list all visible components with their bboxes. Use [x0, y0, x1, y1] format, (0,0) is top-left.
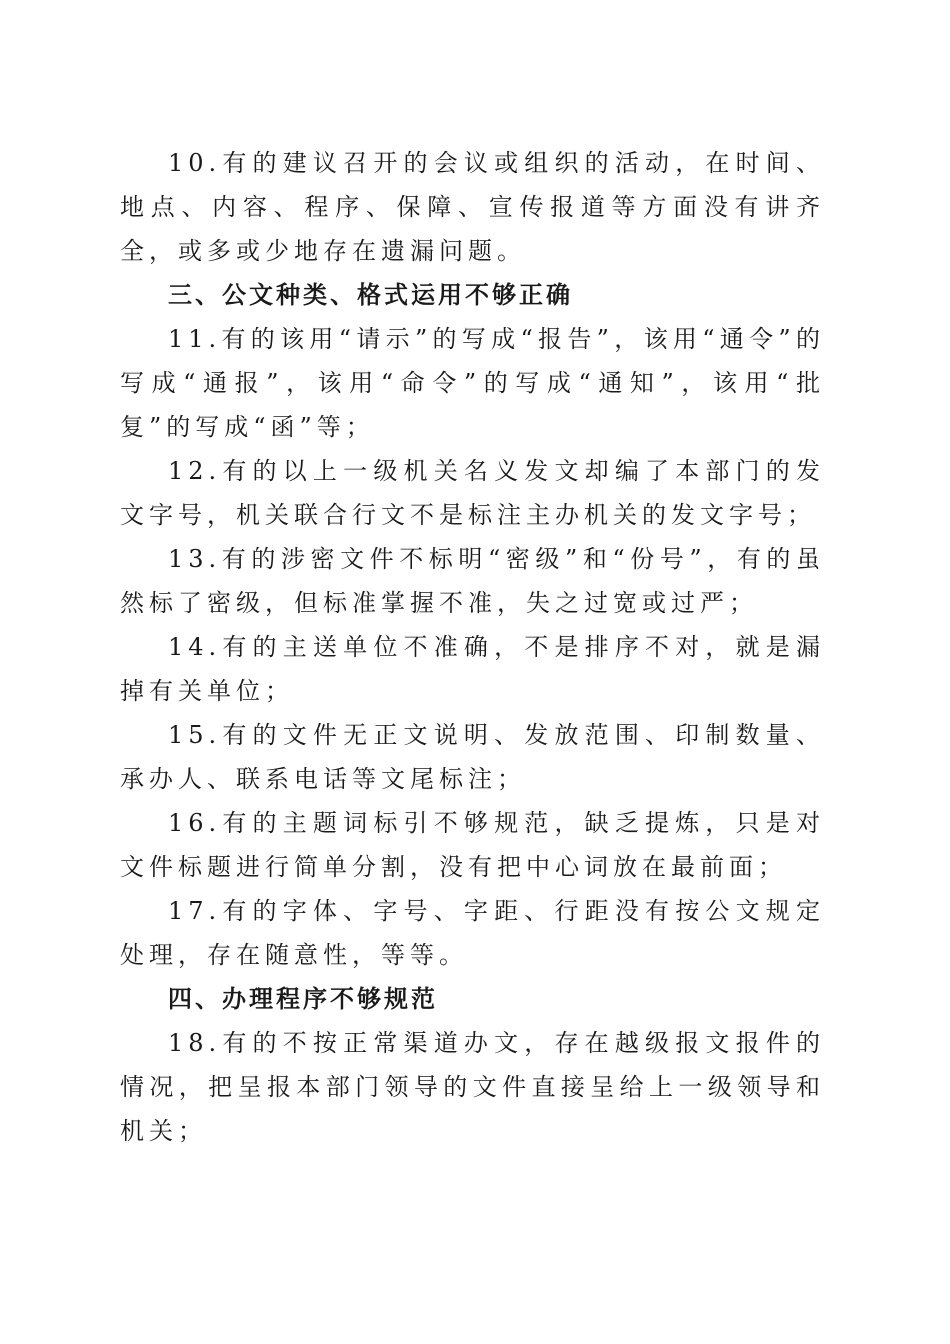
- section-4-heading: 四、办理程序不够规范: [168, 985, 438, 1013]
- section-3-heading: 三、公文种类、格式运用不够正确: [168, 281, 573, 309]
- item-12-paragraph: 12.有的以上一级机关名义发文却编了本部门的发文字号，机关联合行文不是标注主办机关的发文字号；: [120, 457, 825, 529]
- document-body: [120, 141, 825, 1153]
- item-16-paragraph: 16.有的主题词标引不够规范，缺乏提炼，只是对文件标题进行简单分割，没有把中心词放在最前面；: [120, 809, 825, 881]
- item-17-paragraph: 17.有的字体、字号、字距、行距没有按公文规定处理，存在随意性，等等。: [120, 897, 825, 969]
- item-18-paragraph: 18.有的不按正常渠道办文，存在越级报文报件的情况，把呈报本部门领导的文件直接呈给上一级领导和机关；: [120, 1029, 825, 1145]
- item-10-paragraph: 10.有的建议召开的会议或组织的活动，在时间、地点、内容、程序、保障、宣传报道等方面没有讲齐全，或多或少地存在遗漏问题。: [120, 149, 825, 265]
- item-14-paragraph: 14.有的主送单位不准确，不是排序不对，就是漏掉有关单位；: [120, 633, 825, 705]
- item-11-paragraph: 11.有的该用“请示”的写成“报告”，该用“通令”的写成“通报”，该用“命令”的写成“通知”，该用“批复”的写成“函”等；: [120, 325, 825, 441]
- item-15-paragraph: 15.有的文件无正文说明、发放范围、印制数量、承办人、联系电话等文尾标注；: [120, 721, 825, 793]
- item-13-paragraph: 13.有的涉密文件不标明“密级”和“份号”，有的虽然标了密级，但标准掌握不准，失之过宽或过严；: [120, 545, 825, 617]
